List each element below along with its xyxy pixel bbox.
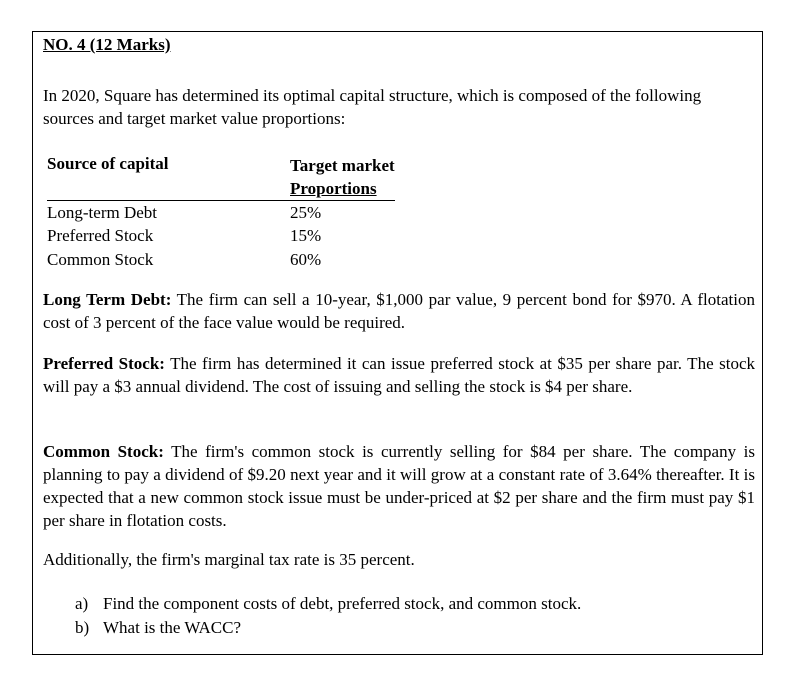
question-box	[32, 31, 763, 655]
question-marker: a)	[75, 594, 89, 613]
table-row-source: Long-term Debt	[47, 203, 157, 222]
tax-sentence: Additionally, the firm's marginal tax rate is 35 percent.	[43, 550, 415, 569]
preferred-label: Preferred Stock:	[43, 354, 165, 373]
table-row-proportion: 15%	[290, 226, 322, 245]
table-header-proportions	[290, 154, 395, 200]
preferred-paragraph	[43, 352, 755, 398]
debt-paragraph	[43, 288, 755, 334]
common-text: The firm's common stock is currently selling for $84 per share. The company is planning to pay a dividend of $9.20 next year and it will grow at a constant rate of 3.64% thereafter. It is expected that a new common stock issue must be under-priced at $2 per share and the firm must pay $1 per share in flotation costs.	[43, 442, 755, 530]
table-header-rule	[47, 200, 395, 201]
debt-text: The firm can sell a 10-year, $1,000 par value, 9 percent bond for $970. A flotation cost of 3 percent of the face value would be required.	[43, 290, 755, 332]
table-row-proportion: 25%	[290, 203, 322, 222]
table-header-source: Source of capital	[47, 154, 169, 173]
question-text: Find the component costs of debt, preferred stock, and common stock.	[103, 594, 582, 613]
common-label: Common Stock:	[43, 442, 164, 461]
table-row-source: Preferred Stock	[47, 226, 154, 245]
debt-label: Long Term Debt:	[43, 290, 172, 309]
intro-paragraph: In 2020, Square has determined its optimal capital structure, which is composed of the following sources and target market value proportions:	[43, 86, 702, 128]
table-row-proportion: 60%	[290, 250, 322, 269]
preferred-text: The firm has determined it can issue preferred stock at $35 per share par. The stock will pay a $3 annual dividend. The cost of issuing and selling the stock is $4 per share.	[43, 354, 755, 396]
question-heading: NO. 4 (12 Marks)	[43, 35, 171, 54]
question-marker: b)	[75, 618, 90, 637]
question-text: What is the WACC?	[103, 618, 242, 637]
table-header-proportions-line2: Proportions	[290, 179, 377, 198]
table-row-source: Common Stock	[47, 250, 154, 269]
table-header-proportions-line1: Target market	[290, 156, 395, 175]
common-paragraph	[43, 440, 755, 532]
